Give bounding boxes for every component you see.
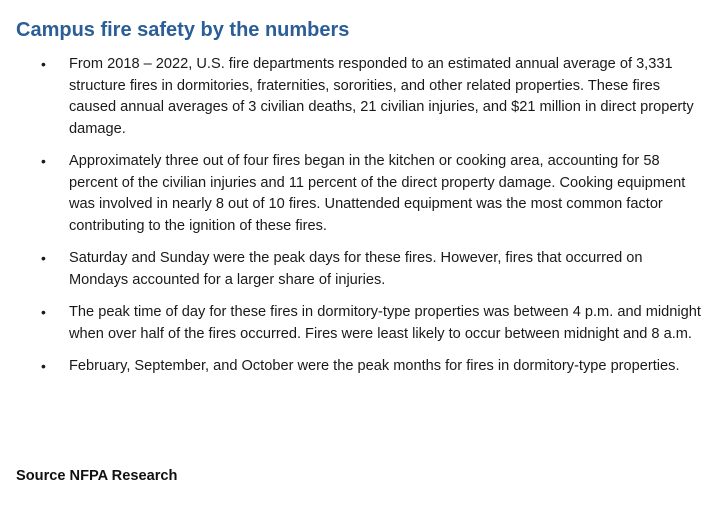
fact-text: From 2018 – 2022, U.S. fire departments responded to an estimated annual average of 3,331 structure fires in dormitories, fraternities, sororities, and other related properties. These fires caused annual averages of 3 civilian deaths, 21 civilian injuries, and $21 million in direct property damage.: [69, 56, 694, 137]
list-item: [0, 151, 703, 237]
bullet-icon: •: [41, 250, 46, 266]
bullet-icon: •: [41, 56, 46, 72]
list-item: [0, 54, 703, 140]
source-note: Source NFPA Research: [16, 468, 178, 484]
list-item: [0, 356, 703, 378]
facts-list: [0, 54, 720, 389]
fact-text: February, September, and October were the peak months for fires in dormitory-type properties.: [69, 358, 680, 374]
page-title: Campus fire safety by the numbers: [16, 19, 350, 41]
list-item: [0, 302, 703, 345]
list-item: [0, 248, 703, 291]
bullet-icon: •: [41, 358, 46, 374]
fact-text: Saturday and Sunday were the peak days for these fires. However, fires that occurred on Mondays accounted for a larger share of injuries.: [69, 250, 643, 288]
bullet-icon: •: [41, 153, 46, 169]
fact-text: Approximately three out of four fires began in the kitchen or cooking area, accounting for 58 percent of the civilian injuries and 11 percent of the direct property damage. Cooking equipment was involved in nearly 8 out of 10 fires. Unattended equipment was the most common factor contributing to the ignition of these fires.: [69, 153, 686, 234]
bullet-icon: •: [41, 304, 46, 320]
fact-text: The peak time of day for these fires in dormitory-type properties was between 4 p.m. and midnight when over half of the fires occurred. Fires were least likely to occur between midnight and 8 a.m.: [69, 304, 701, 342]
